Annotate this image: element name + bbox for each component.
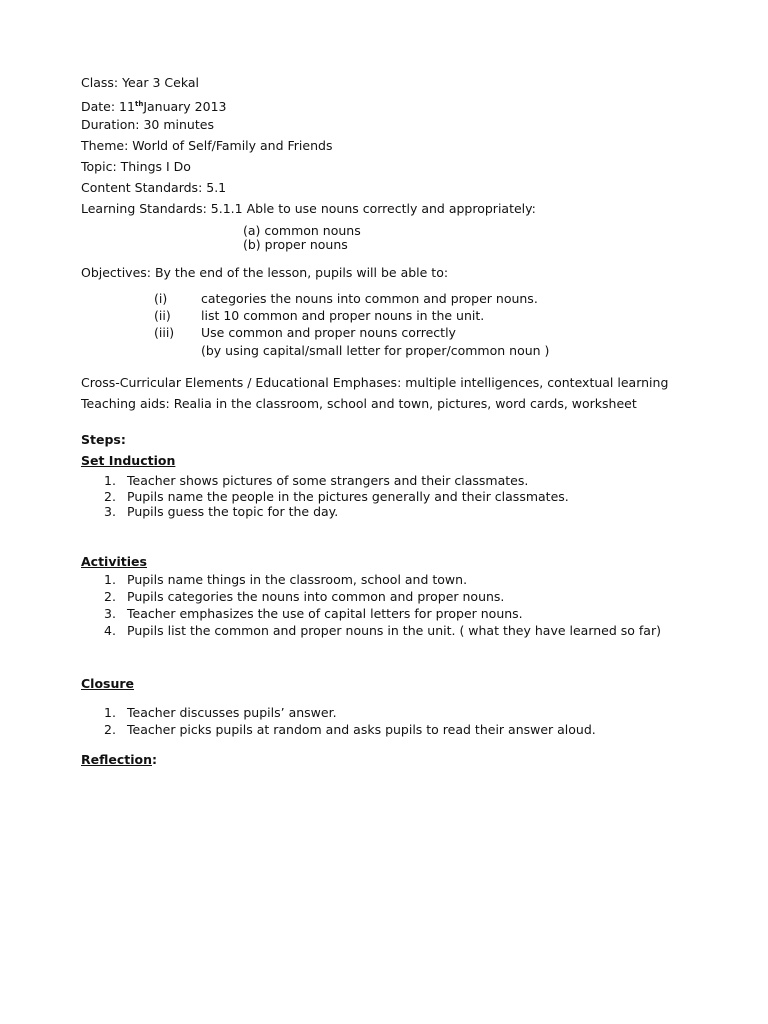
- date-line: [81, 96, 227, 115]
- list-number: 1.: [104, 473, 116, 488]
- objective-marker: (iii): [154, 325, 175, 340]
- date-prefix: Date: 11: [81, 99, 135, 114]
- reflection-label: Reflection: [81, 752, 153, 767]
- list-item: Pupils categories the nouns into common and proper nouns.: [127, 589, 505, 604]
- list-number: 1.: [104, 572, 116, 587]
- theme-line: Theme: World of Self/Family and Friends: [81, 138, 333, 153]
- list-item: Pupils guess the topic for the day.: [127, 504, 339, 519]
- list-number: 2.: [104, 589, 116, 604]
- content-standards-line: Content Standards: 5.1: [81, 180, 227, 195]
- list-number: 1.: [104, 705, 116, 720]
- learning-standards-line: Learning Standards: 5.1.1 Able to use nouns correctly and appropriately:: [81, 201, 536, 216]
- topic-line: Topic: Things I Do: [81, 159, 191, 174]
- list-item: Pupils list the common and proper nouns in the unit. ( what they have learned so far): [127, 623, 661, 638]
- steps-heading: Steps:: [81, 432, 126, 447]
- list-item: Pupils name the people in the pictures generally and their classmates.: [127, 489, 569, 504]
- objective-continuation: (by using capital/small letter for proper/common noun ): [201, 343, 550, 358]
- learning-sub-item: (a) common nouns: [243, 223, 361, 238]
- list-item: Teacher picks pupils at random and asks pupils to read their answer aloud.: [127, 722, 596, 737]
- objective-text: categories the nouns into common and proper nouns.: [201, 291, 538, 306]
- closure-heading: Closure: [81, 676, 135, 691]
- set-induction-heading: Set Induction: [81, 453, 176, 468]
- objective-text: Use common and proper nouns correctly: [201, 325, 456, 340]
- list-number: 2.: [104, 722, 116, 737]
- objectives-intro: Objectives: By the end of the lesson, pupils will be able to:: [81, 265, 449, 280]
- teaching-aids-line: Teaching aids: Realia in the classroom, school and town, pictures, word cards, worksheet: [81, 396, 637, 411]
- list-number: 4.: [104, 623, 116, 638]
- list-number: 2.: [104, 489, 116, 504]
- list-number: 3.: [104, 606, 116, 621]
- learning-sub-item: (b) proper nouns: [243, 237, 348, 252]
- date-superscript: th: [134, 100, 144, 108]
- list-number: 3.: [104, 504, 116, 519]
- date-suffix: January 2013: [143, 99, 227, 114]
- duration-line: Duration: 30 minutes: [81, 117, 214, 132]
- activities-heading: Activities: [81, 554, 147, 569]
- list-item: Teacher shows pictures of some strangers and their classmates.: [127, 473, 529, 488]
- list-item: Teacher discusses pupils’ answer.: [127, 705, 337, 720]
- cross-curricular-line: Cross-Curricular Elements / Educational Emphases: multiple intelligences, contextual learning: [81, 375, 669, 390]
- objective-text: list 10 common and proper nouns in the unit.: [201, 308, 485, 323]
- class-line: Class: Year 3 Cekal: [81, 75, 200, 90]
- list-item: Pupils name things in the classroom, school and town.: [127, 572, 468, 587]
- list-item: Teacher emphasizes the use of capital letters for proper nouns.: [127, 606, 523, 621]
- reflection-heading: [81, 752, 157, 768]
- reflection-colon: :: [152, 752, 158, 767]
- objective-marker: (i): [154, 291, 168, 306]
- objective-marker: (ii): [154, 308, 171, 323]
